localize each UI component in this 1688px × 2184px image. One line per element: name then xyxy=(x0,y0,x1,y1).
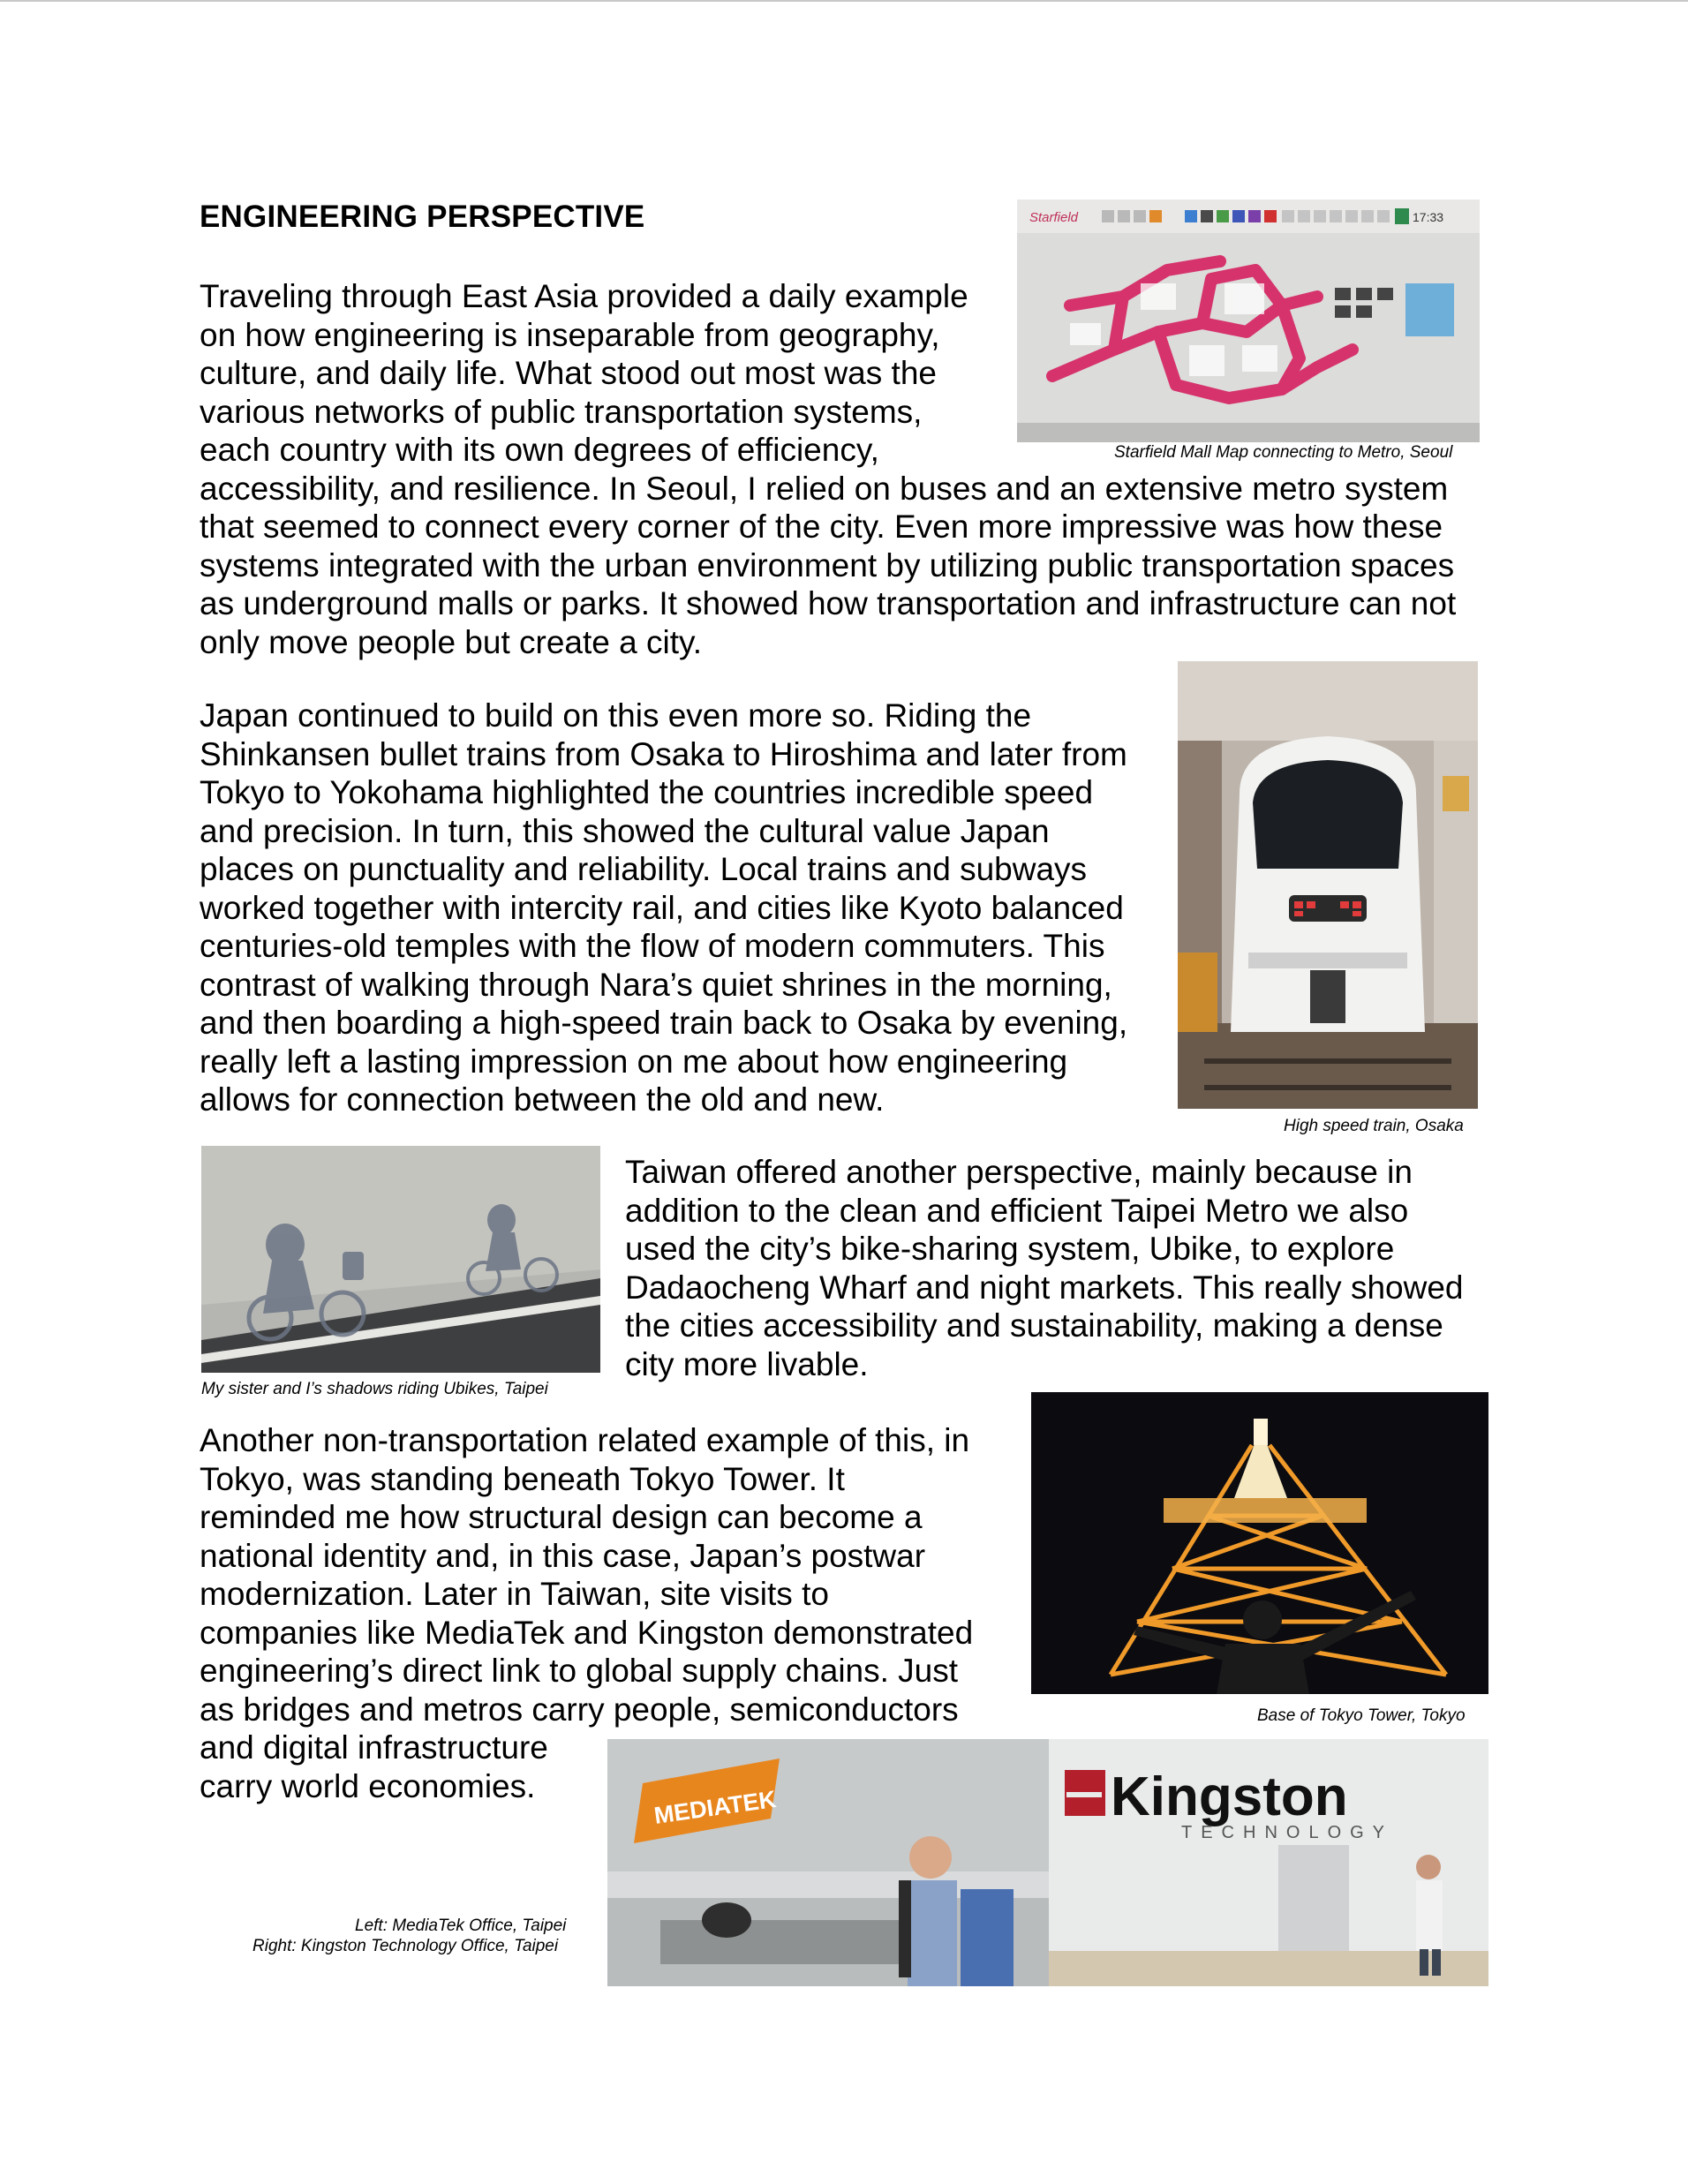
text-line: accessibility, and resilience. In Seoul, I relied on buses and an extensive metro system xyxy=(200,470,1449,507)
text-line: as underground malls or parks. It showed how transportation and infrastructure can not xyxy=(200,585,1457,621)
text-line: allows for connection between the old and new. xyxy=(200,1081,885,1118)
text-line: Another non-transportation related example of this, in xyxy=(200,1422,970,1458)
text-line: each country with its own degrees of efficiency, xyxy=(200,432,879,468)
mediatek-caption: Left: MediaTek Office, Taipei xyxy=(355,1917,567,1935)
text-line: Taiwan offered another perspective, mainly because in xyxy=(625,1154,1413,1190)
kingston-caption: Right: Kingston Technology Office, Taipei xyxy=(252,1937,559,1955)
text-line: engineering’s direct link to global supply chains. Just xyxy=(200,1653,959,1689)
text-line: the cities accessibility and sustainability, making a dense xyxy=(625,1307,1443,1344)
text-line: on how engineering is inseparable from geography, xyxy=(200,316,940,353)
kingston-office-photo xyxy=(1049,1739,1488,1986)
text-line: worked together with intercity rail, and cities like Kyoto balanced xyxy=(200,889,1124,926)
mediatek-sign-text: MEDIATEK xyxy=(652,1785,778,1829)
mall-map-caption: Starfield Mall Map connecting to Metro, Seoul xyxy=(1114,443,1453,462)
mall-logo-text: Starfield xyxy=(1029,210,1079,225)
kingston-sub-text: TECHNOLOGY xyxy=(1181,1823,1394,1842)
kingston-sign-text: Kingston xyxy=(1111,1766,1348,1827)
text-line: contrast of walking through Nara’s quiet shrines in the morning, xyxy=(200,966,1112,1003)
text-line: national identity and, in this case, Japan’s postwar xyxy=(200,1537,926,1574)
bike-caption: My sister and I’s shadows riding Ubikes, Taipei xyxy=(201,1380,548,1398)
text-line: and precision. In turn, this showed the cultural value Japan xyxy=(200,812,1050,849)
text-line: Dadaocheng Wharf and night markets. This really showed xyxy=(625,1269,1464,1306)
text-line: companies like MediaTek and Kingston demonstrated xyxy=(200,1614,974,1651)
text-line: really left a lasting impression on me about how engineering xyxy=(200,1043,1068,1080)
text-line: used the city’s bike-sharing system, Ubike, to explore xyxy=(625,1231,1395,1267)
text-line: Traveling through East Asia provided a daily example xyxy=(200,278,968,314)
page-top-rule xyxy=(0,0,1688,2)
text-line: reminded me how structural design can become a xyxy=(200,1499,923,1535)
text-line: carry world economies. xyxy=(200,1767,536,1804)
mall-clock-text: 17:33 xyxy=(1413,210,1444,224)
text-line: and digital infrastructure xyxy=(200,1729,548,1766)
text-line: as bridges and metros carry people, semiconductors xyxy=(200,1691,959,1728)
text-line: Tokyo, was standing beneath Tokyo Tower. It xyxy=(200,1460,845,1497)
text-line: Japan continued to build on this even more so. Riding the xyxy=(200,697,1032,734)
text-line: centuries-old temples with the flow of modern commuters. This xyxy=(200,928,1105,964)
text-line: only move people but create a city. xyxy=(200,623,703,660)
tokyo-tower-photo xyxy=(1031,1392,1488,1694)
text-line: systems integrated with the urban environment by utilizing public transportation spaces xyxy=(200,546,1455,584)
text-line: Tokyo to Yokohama highlighted the countries incredible speed xyxy=(200,774,1094,810)
train-caption: High speed train, Osaka xyxy=(1284,1117,1464,1135)
text-line: various networks of public transportation systems, xyxy=(200,393,923,430)
mediatek-office-photo xyxy=(607,1739,1049,1986)
tower-caption: Base of Tokyo Tower, Tokyo xyxy=(1257,1706,1466,1725)
text-line: Shinkansen bullet trains from Osaka to Hiroshima and later from xyxy=(200,735,1127,772)
text-line: that seemed to connect every corner of the city. Even more impressive was how these xyxy=(200,508,1443,545)
text-line: addition to the clean and efficient Taipei Metro we also xyxy=(625,1192,1409,1229)
text-line: culture, and daily life. What stood out most was the xyxy=(200,355,937,391)
paragraph-japan xyxy=(200,697,1127,1119)
train-photo xyxy=(1178,661,1478,1109)
text-line: city more livable. xyxy=(625,1345,869,1382)
paragraph-taiwan xyxy=(625,1153,1463,1383)
page-heading: ENGINEERING PERSPECTIVE xyxy=(200,200,645,234)
text-line: and then boarding a high-speed train back to Osaka by evening, xyxy=(200,1005,1128,1041)
mall-map-photo xyxy=(1017,200,1480,442)
text-line: modernization. Later in Taiwan, site visits to xyxy=(200,1576,829,1612)
text-line: places on punctuality and reliability. Local trains and subways xyxy=(200,851,1088,887)
bike-shadow-photo xyxy=(201,1146,600,1373)
